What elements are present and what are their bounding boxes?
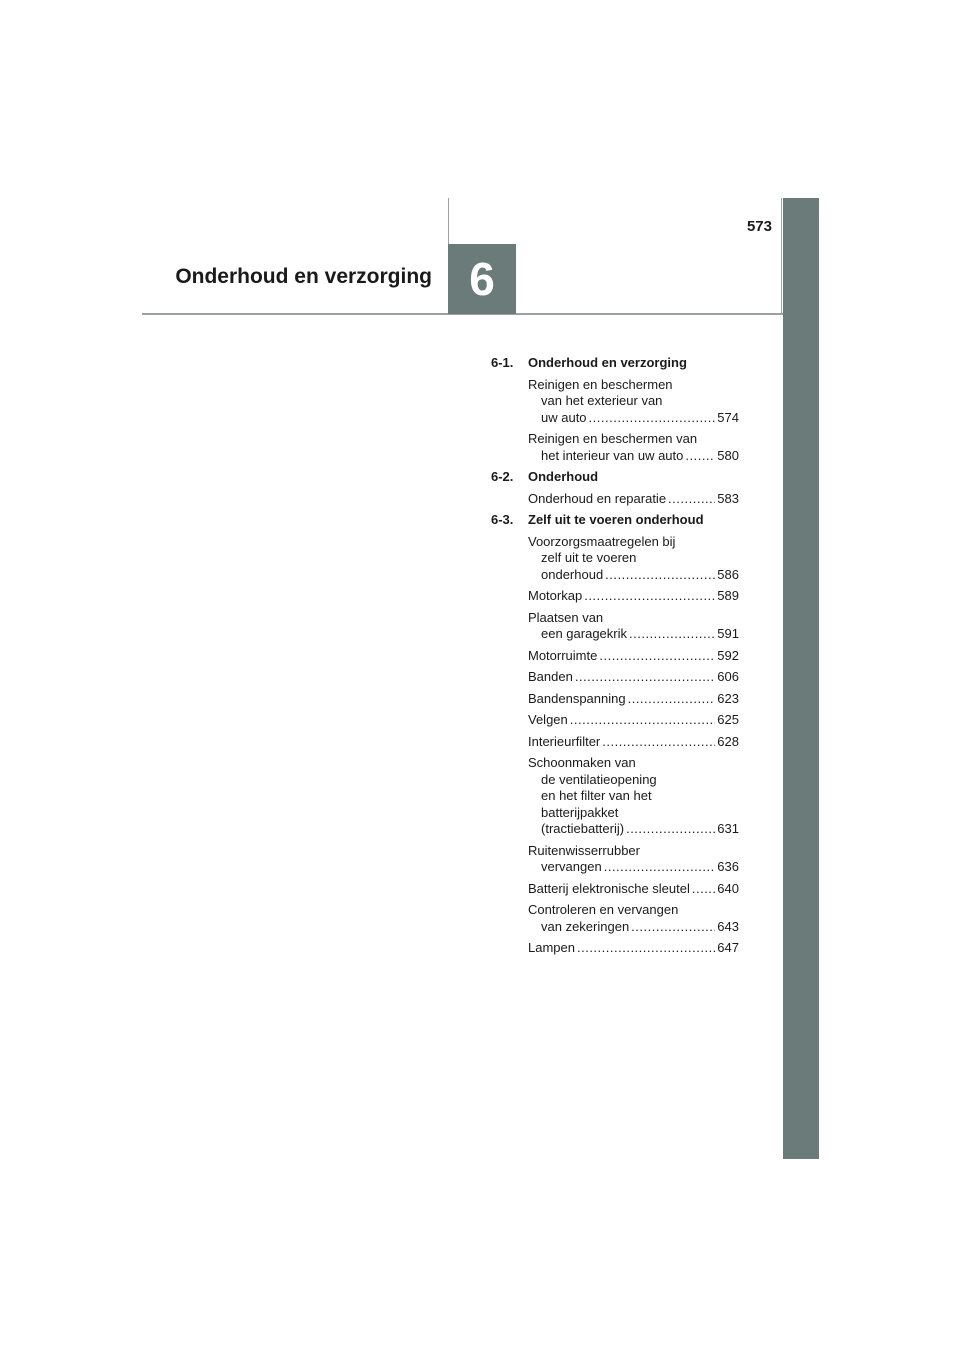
toc-entry[interactable] (528, 691, 739, 708)
toc-entry-text: Ruitenwisserrubber (528, 842, 640, 858)
toc-entry-text: Banden (528, 669, 573, 684)
toc-entry-text: (tractiebatterij) (541, 821, 625, 836)
toc-leader-dots (605, 567, 715, 584)
toc-leader-dots (589, 410, 716, 427)
toc-section-title: Zelf uit te voeren onderhoud (528, 512, 704, 527)
toc-entry[interactable] (528, 669, 739, 686)
toc-leader-dots (626, 821, 715, 838)
page-number: 573 (746, 218, 772, 235)
toc-leader-dots (668, 491, 715, 508)
toc-section-number: 6-3. (491, 512, 514, 527)
toc-entry[interactable] (528, 734, 739, 751)
toc-entry[interactable] (528, 648, 739, 665)
toc-page-number: 591 (717, 626, 739, 641)
toc-entry-row (528, 567, 739, 584)
toc-entry-text: en het filter van het (541, 788, 652, 803)
toc-leader-dots (584, 588, 715, 605)
toc-entry[interactable] (528, 902, 739, 935)
toc-leader-dots (685, 448, 715, 465)
toc-entry-text: Reinigen en beschermen (528, 376, 673, 392)
toc-entry-text: batterijpakket (541, 804, 619, 820)
toc-page-number: 640 (717, 880, 739, 896)
toc-page-number: 628 (717, 733, 739, 749)
toc-page-number: 586 (717, 566, 739, 582)
toc-page-number: 647 (717, 940, 739, 955)
toc-leader-dots (604, 859, 716, 876)
toc-entry[interactable] (528, 534, 739, 584)
toc-page-number: 625 (717, 712, 739, 727)
toc-section-number: 6-1. (491, 355, 514, 370)
toc-entry-text: Controleren en vervangen (528, 902, 679, 917)
toc-entry-text: onderhoud (541, 566, 604, 582)
toc-entry[interactable] (528, 712, 739, 729)
toc-page-number: 643 (717, 918, 739, 934)
toc-entry[interactable] (528, 377, 739, 427)
toc-entry[interactable] (528, 755, 739, 838)
toc-page-number: 580 (717, 447, 739, 463)
toc-entry-text: Interieurfilter (528, 733, 601, 749)
toc-entry-row (528, 626, 739, 643)
toc-section-heading[interactable] (491, 512, 739, 529)
toc-entry-row (528, 691, 739, 708)
toc-entry-row (528, 491, 739, 508)
toc-page-number: 583 (717, 490, 739, 506)
chapter-side-tab (783, 198, 819, 1159)
toc-section-heading[interactable] (491, 355, 739, 372)
toc-leader-dots (570, 712, 716, 729)
toc-leader-dots (628, 691, 716, 708)
toc-entry-row (528, 588, 739, 605)
toc-leader-dots (575, 669, 715, 686)
toc-entry-text: Plaatsen van (528, 609, 604, 625)
toc-entry-row (528, 940, 739, 957)
chapter-number-badge (448, 244, 516, 314)
toc-section-number: 6-2. (491, 469, 514, 484)
toc-section (491, 469, 739, 507)
toc-entry-text: vervangen (541, 859, 602, 874)
toc-entry-text: van zekeringen (541, 918, 630, 934)
toc-entry-text: Voorzorgsmaatregelen bij (528, 533, 676, 549)
toc-entry-text: uw auto (541, 409, 587, 425)
toc-section (491, 512, 739, 957)
toc-entry-row (528, 859, 739, 876)
toc-entry-text: zelf uit te voeren (541, 550, 637, 565)
toc-entry-text: Onderhoud en reparatie (528, 490, 667, 506)
toc-leader-dots (629, 626, 715, 643)
toc-entry-text: een garagekrik (541, 626, 627, 641)
toc-entry-text: Reinigen en beschermen van (528, 431, 698, 446)
table-of-contents (491, 355, 739, 962)
toc-entry-row (528, 712, 739, 729)
header-divider (781, 198, 782, 314)
toc-section-title: Onderhoud (528, 469, 599, 484)
toc-entry-text: Lampen (528, 940, 575, 955)
toc-page-number: 574 (717, 409, 739, 425)
toc-entry[interactable] (528, 843, 739, 876)
toc-leader-dots (599, 648, 715, 665)
toc-entry-row (528, 648, 739, 665)
toc-leader-dots (577, 940, 715, 957)
toc-page-number: 589 (717, 588, 739, 603)
toc-page-number: 631 (717, 821, 739, 836)
toc-page-number: 623 (717, 690, 739, 706)
header-divider (448, 198, 449, 244)
toc-entry[interactable] (528, 491, 739, 508)
toc-entry-row (528, 410, 739, 427)
toc-entry[interactable] (528, 881, 739, 898)
toc-entry-text: de ventilatieopening (541, 771, 657, 787)
toc-entry[interactable] (528, 431, 739, 464)
toc-entry[interactable] (528, 588, 739, 605)
toc-entry[interactable] (528, 940, 739, 957)
toc-entry-text: Velgen (528, 712, 568, 727)
toc-entry-row (528, 734, 739, 751)
toc-entry-text: Motorruimte (528, 647, 598, 663)
chapter-title: Onderhoud en verzorging (175, 265, 432, 288)
toc-entry-row (528, 669, 739, 686)
toc-leader-dots (602, 734, 715, 751)
toc-entry-text: Batterij elektronische sleutel (528, 880, 690, 896)
toc-entry-text: Schoonmaken van (528, 755, 636, 770)
toc-section-heading[interactable] (491, 469, 739, 486)
toc-entry-row (528, 448, 739, 465)
toc-entry-text: van het exterieur van (541, 393, 663, 408)
toc-entry-row (528, 919, 739, 936)
toc-page-number: 606 (717, 669, 739, 684)
toc-leader-dots (631, 919, 715, 936)
toc-leader-dots (692, 881, 715, 898)
toc-entry-text: Motorkap (528, 588, 583, 603)
toc-entry-text: Bandenspanning (528, 690, 626, 706)
toc-entry[interactable] (528, 610, 739, 643)
toc-page-number: 636 (717, 859, 739, 874)
toc-entry-row (528, 821, 739, 838)
toc-section-title: Onderhoud en verzorging (528, 355, 687, 370)
toc-page-number: 592 (717, 647, 739, 663)
chapter-number: 6 (469, 253, 495, 305)
toc-entry-text: het interieur van uw auto (541, 447, 684, 463)
toc-entry-row (528, 881, 739, 898)
toc-section (491, 355, 739, 464)
